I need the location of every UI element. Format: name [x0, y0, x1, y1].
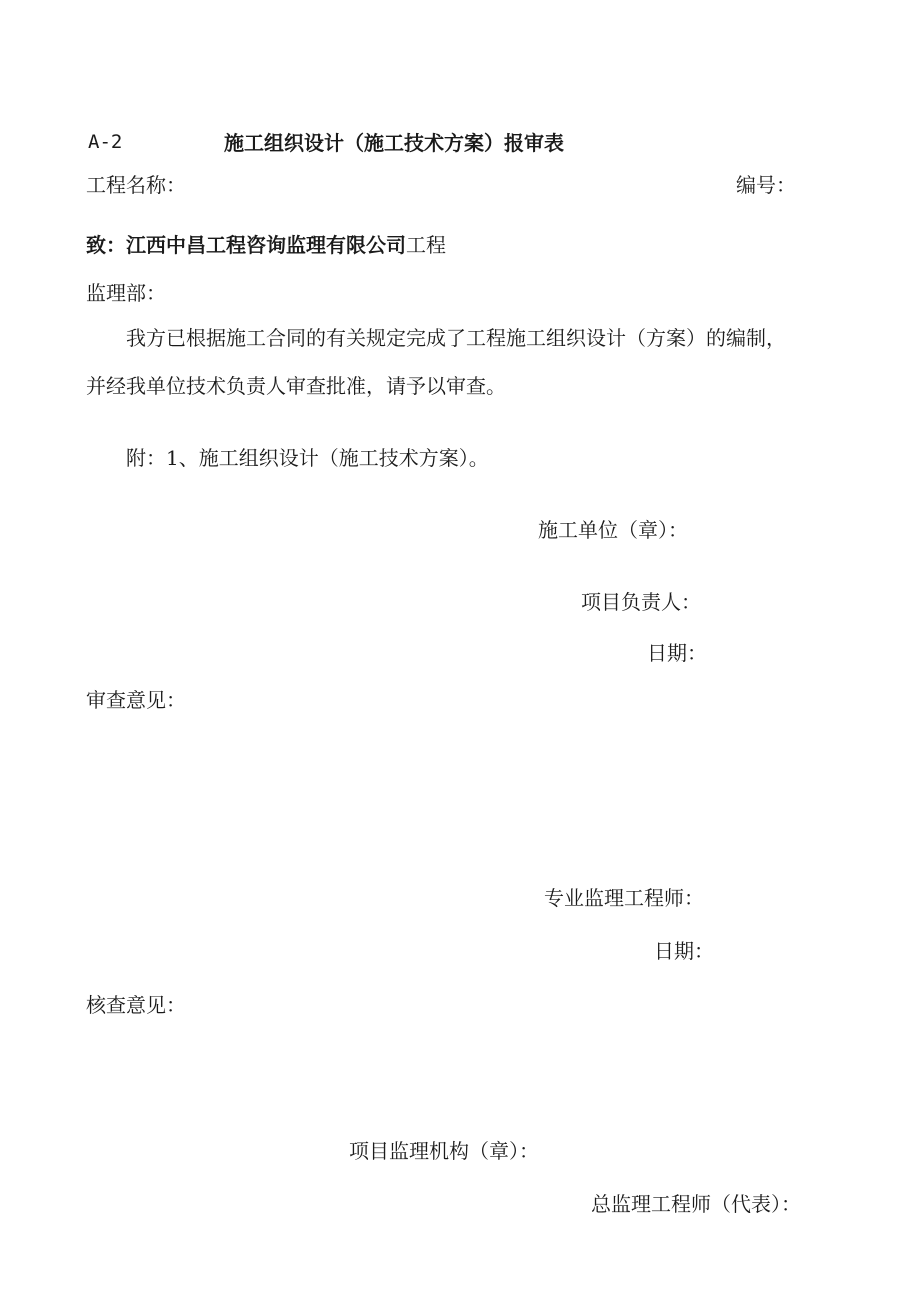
contractor-unit-label: 施工单位（章）： [538, 518, 688, 542]
supervision-org-label: 项目监理机构（章）： [349, 1139, 539, 1163]
attachment-line: 附：1、施工组织设计（施工技术方案）。 [126, 446, 489, 470]
contractor-date-label: 日期： [647, 641, 707, 665]
addressee-prefix: 致： [86, 233, 126, 257]
chief-engineer-label: 总监理工程师（代表）： [591, 1192, 801, 1216]
addressee-org: 江西中昌工程咨询监理有限公司 [126, 233, 406, 257]
addressee-suffix: 工程 [406, 233, 446, 257]
form-title: 施工组织设计（施工技术方案）报审表 [224, 131, 564, 155]
body-line-2: 并经我单位技术负责人审查批准，请予以审查。 [86, 374, 506, 398]
body-line-1: 我方已根据施工合同的有关规定完成了工程施工组织设计（方案）的编制， [126, 326, 786, 350]
review-date-label: 日期： [654, 939, 714, 963]
addressee-line [86, 235, 446, 255]
review-opinion-label: 审查意见： [86, 688, 186, 712]
project-manager-label: 项目负责人： [581, 590, 701, 614]
serial-number-label: 编号： [736, 173, 796, 197]
addressee-dept: 监理部： [86, 281, 166, 305]
supervising-engineer-label: 专业监理工程师： [544, 886, 704, 910]
form-code: A-2 [88, 131, 123, 153]
verify-opinion-label: 核查意见： [86, 993, 186, 1017]
project-name-label: 工程名称： [86, 173, 186, 197]
